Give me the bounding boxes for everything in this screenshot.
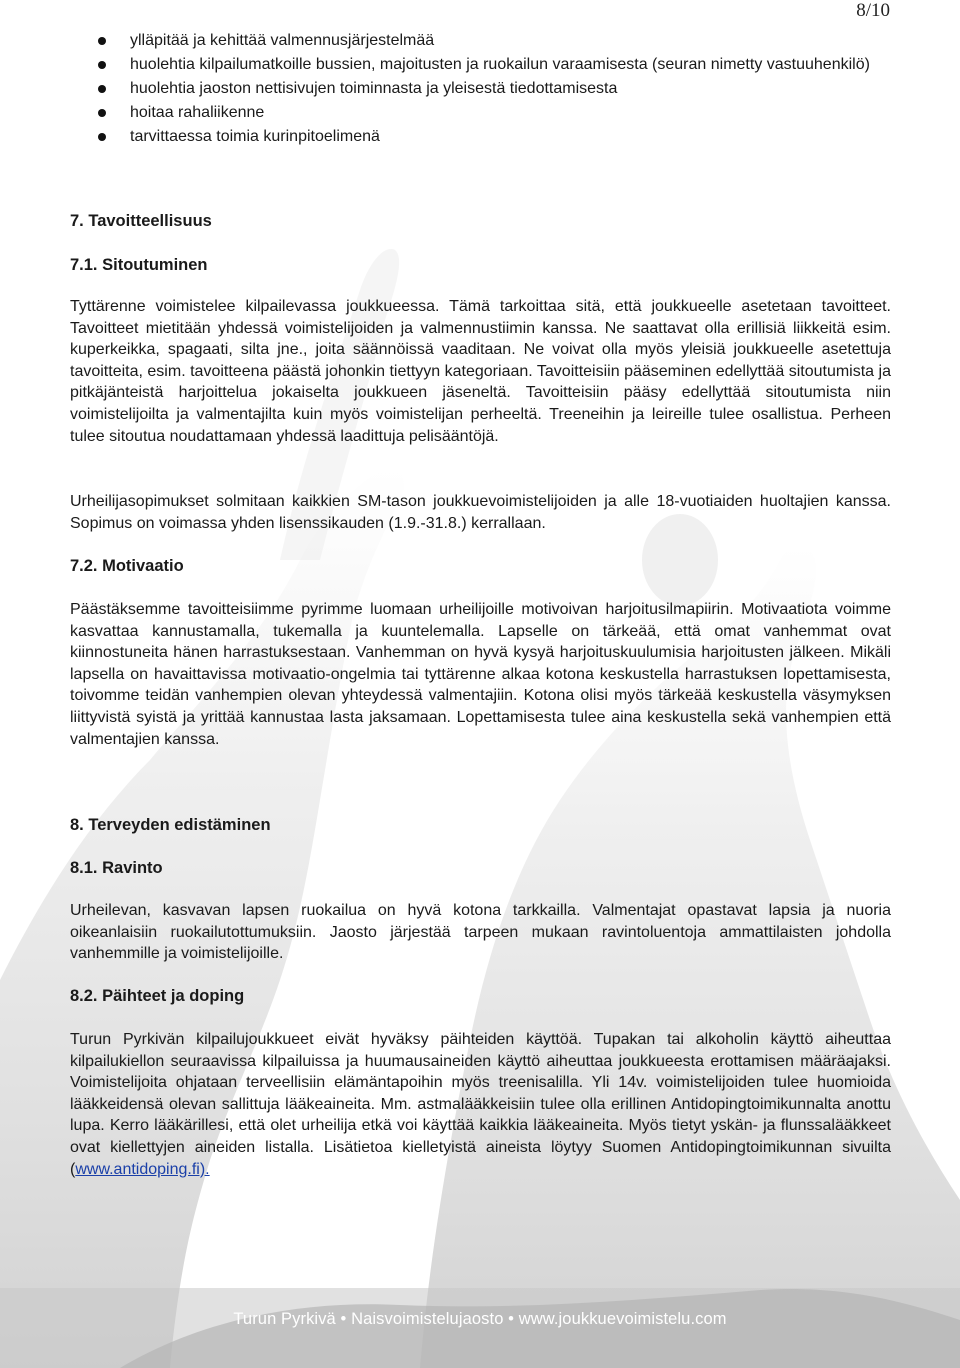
list-item-text: huolehtia kilpailumatkoille bussien, majoitusten ja ruokailun varaamisesta (seuran nimetty vastuuhenkilö) <box>130 56 870 73</box>
list-item-text: ylläpitää ja kehittää valmennusjärjestelmää <box>130 32 435 49</box>
paragraph-sitoutuminen: Tyttärenne voimistelee kilpailevassa joukkueessa. Tämä tarkoittaa sitä, että joukkueelle asetetaan tavoitteet. Tavoitteet mietitään yhdessä voimistelijoiden ja valmennustiimin kanssa. Ne saattavat olla erillisiä liikkeitä esim. kuperkeikka, spagaati, silta jne., joita säännöissä vaaditaan. Ne voivat olla myös yleisiä joukkueelle asetettuja tavoitteita, esim. tavoitteena päästä johonkin tiettyyn kategoriaan. Tavoitteisiin pääseminen edellyttää sitoutumista ja pitkäjänteistä harjoittelua jokaiselta joukkueen jäseneltä. Tavoitteisiin pääsy edellyttää sitoutumista niin voimistelijoilta ja valmentajilta kuin myös voimistelijan perheeltä. Treeneihin ja leireille tulee osallistua. Perheen tulee sitoutua noudattamaan yhdessä laadittuja pelisääntöjä. <box>70 298 891 445</box>
subsection-heading-sitoutuminen: 7.1. Sitoutuminen <box>70 256 208 274</box>
list-item-text: hoitaa rahaliikenne <box>130 104 265 121</box>
list-item <box>70 101 892 124</box>
paragraph-text: Turun Pyrkivän kilpailujoukkueet eivät hyväksy päihteiden käyttöä. Tupakan tai alkoholin käyttö aiheuttaa kilpailukiellon seuraavissa kilpailuissa ja huumausaineiden käyttö aiheuttaa joukkueesta erottamisen määräajaksi. Voimistelijoita ohjataan terveellisiin elämäntapoihin myös treenisalilla. Yli 14v. voimistelijoiden tulee huomioida lääkkeidensä olevan sallittuja lääkeaineita. Mm. astmalääkkeisiin tulee olla erillinen Antidopingtoimikunnalta anottu lupa. Kerro lääkärillesi, että olet urheilija etkä voi käyttää kaikkia lääkeaineita. Myös tietyt yskän- ja flunssalääkkeet ovat kiellettyjen aineiden listalla. Lisätietoa kielletyistä aineista löytyy Suomen Antidopingtoimikunnan sivuilta ( <box>70 1031 891 1178</box>
bullet-icon <box>98 109 106 117</box>
list-item <box>70 77 892 100</box>
list-item <box>70 125 892 148</box>
subsection-heading-paihteet-ja-doping: 8.2. Päihteet ja doping <box>70 987 245 1005</box>
bullet-icon <box>98 37 106 45</box>
section-heading-tavoitteellisuus: 7. Tavoitteellisuus <box>70 212 212 230</box>
bullet-icon <box>98 133 106 141</box>
responsibility-list <box>70 29 892 149</box>
page-number: 8/10 <box>856 0 890 21</box>
section-heading-terveyden-edistaminen: 8. Terveyden edistäminen <box>70 816 271 834</box>
paragraph-ravinto: Urheilevan, kasvavan lapsen ruokailua on hyvä kotona tarkkailla. Valmentajat opastavat lapsia ja nuoria oikeanlaisiin ruokailutottumuksiin. Jaosto järjestää tarpeen mukaan ravintoluentoja ammattilaisten johdolla vanhemmille ja voimistelijoille. <box>70 902 891 963</box>
list-item <box>70 29 892 52</box>
antidoping-link[interactable]: www.antidoping.fi). <box>75 1160 210 1178</box>
subsection-heading-motivaatio: 7.2. Motivaatio <box>70 557 184 575</box>
bullet-icon <box>98 61 106 69</box>
bullet-icon <box>98 85 106 93</box>
paragraph-motivaatio: Päästäksemme tavoitteisiimme pyrimme luomaan urheilijoille motivoivan harjoitusilmapiirin. Motivaatiota voimme kasvattaa kannustamalla, tukemalla ja kuuntelemalla. Lapselle on tärkeää, että omat vanhemmat ovat kiinnostuneita hänen harrastuksestaan. Vanhemman on hyvä kysyä harjoituskuulumisia harjoitusten jälkeen. Mikäli lapsella on havaittavissa motivaatio-ongelmia tai tyttärenne alkaa kotona keskustella harrastuksen lopettamisesta, toivomme teidän vanhempien olevan yhteydessä valmentajiin. Kotona olisi myös tärkeää keskustella väsymyksen liittyvistä syistä ja yrittää kannustaa lasta jaksamaan. Lopettamisesta tulee aina keskustella sekä vanhempien että valmentajien kanssa. <box>70 601 891 748</box>
page-footer: Turun Pyrkivä • Naisvoimistelujaosto • www.joukkuevoimistelu.com <box>233 1310 727 1328</box>
paragraph-paihteet-ja-doping <box>70 1029 891 1180</box>
list-item-text: tarvittaessa toimia kurinpitoelimenä <box>130 128 380 145</box>
subsection-heading-ravinto: 8.1. Ravinto <box>70 859 163 877</box>
list-item <box>70 53 892 76</box>
list-item-text: huolehtia jaoston nettisivujen toiminnasta ja yleisestä tiedottamisesta <box>130 80 618 97</box>
paragraph-urheilijasopimukset: Urheilijasopimukset solmitaan kaikkien SM-tason joukkuevoimistelijoiden ja alle 18-vuotiaiden huoltajien kanssa. Sopimus on voimassa yhden lisenssikauden (1.9.-31.8.) kerrallaan. <box>70 493 891 532</box>
